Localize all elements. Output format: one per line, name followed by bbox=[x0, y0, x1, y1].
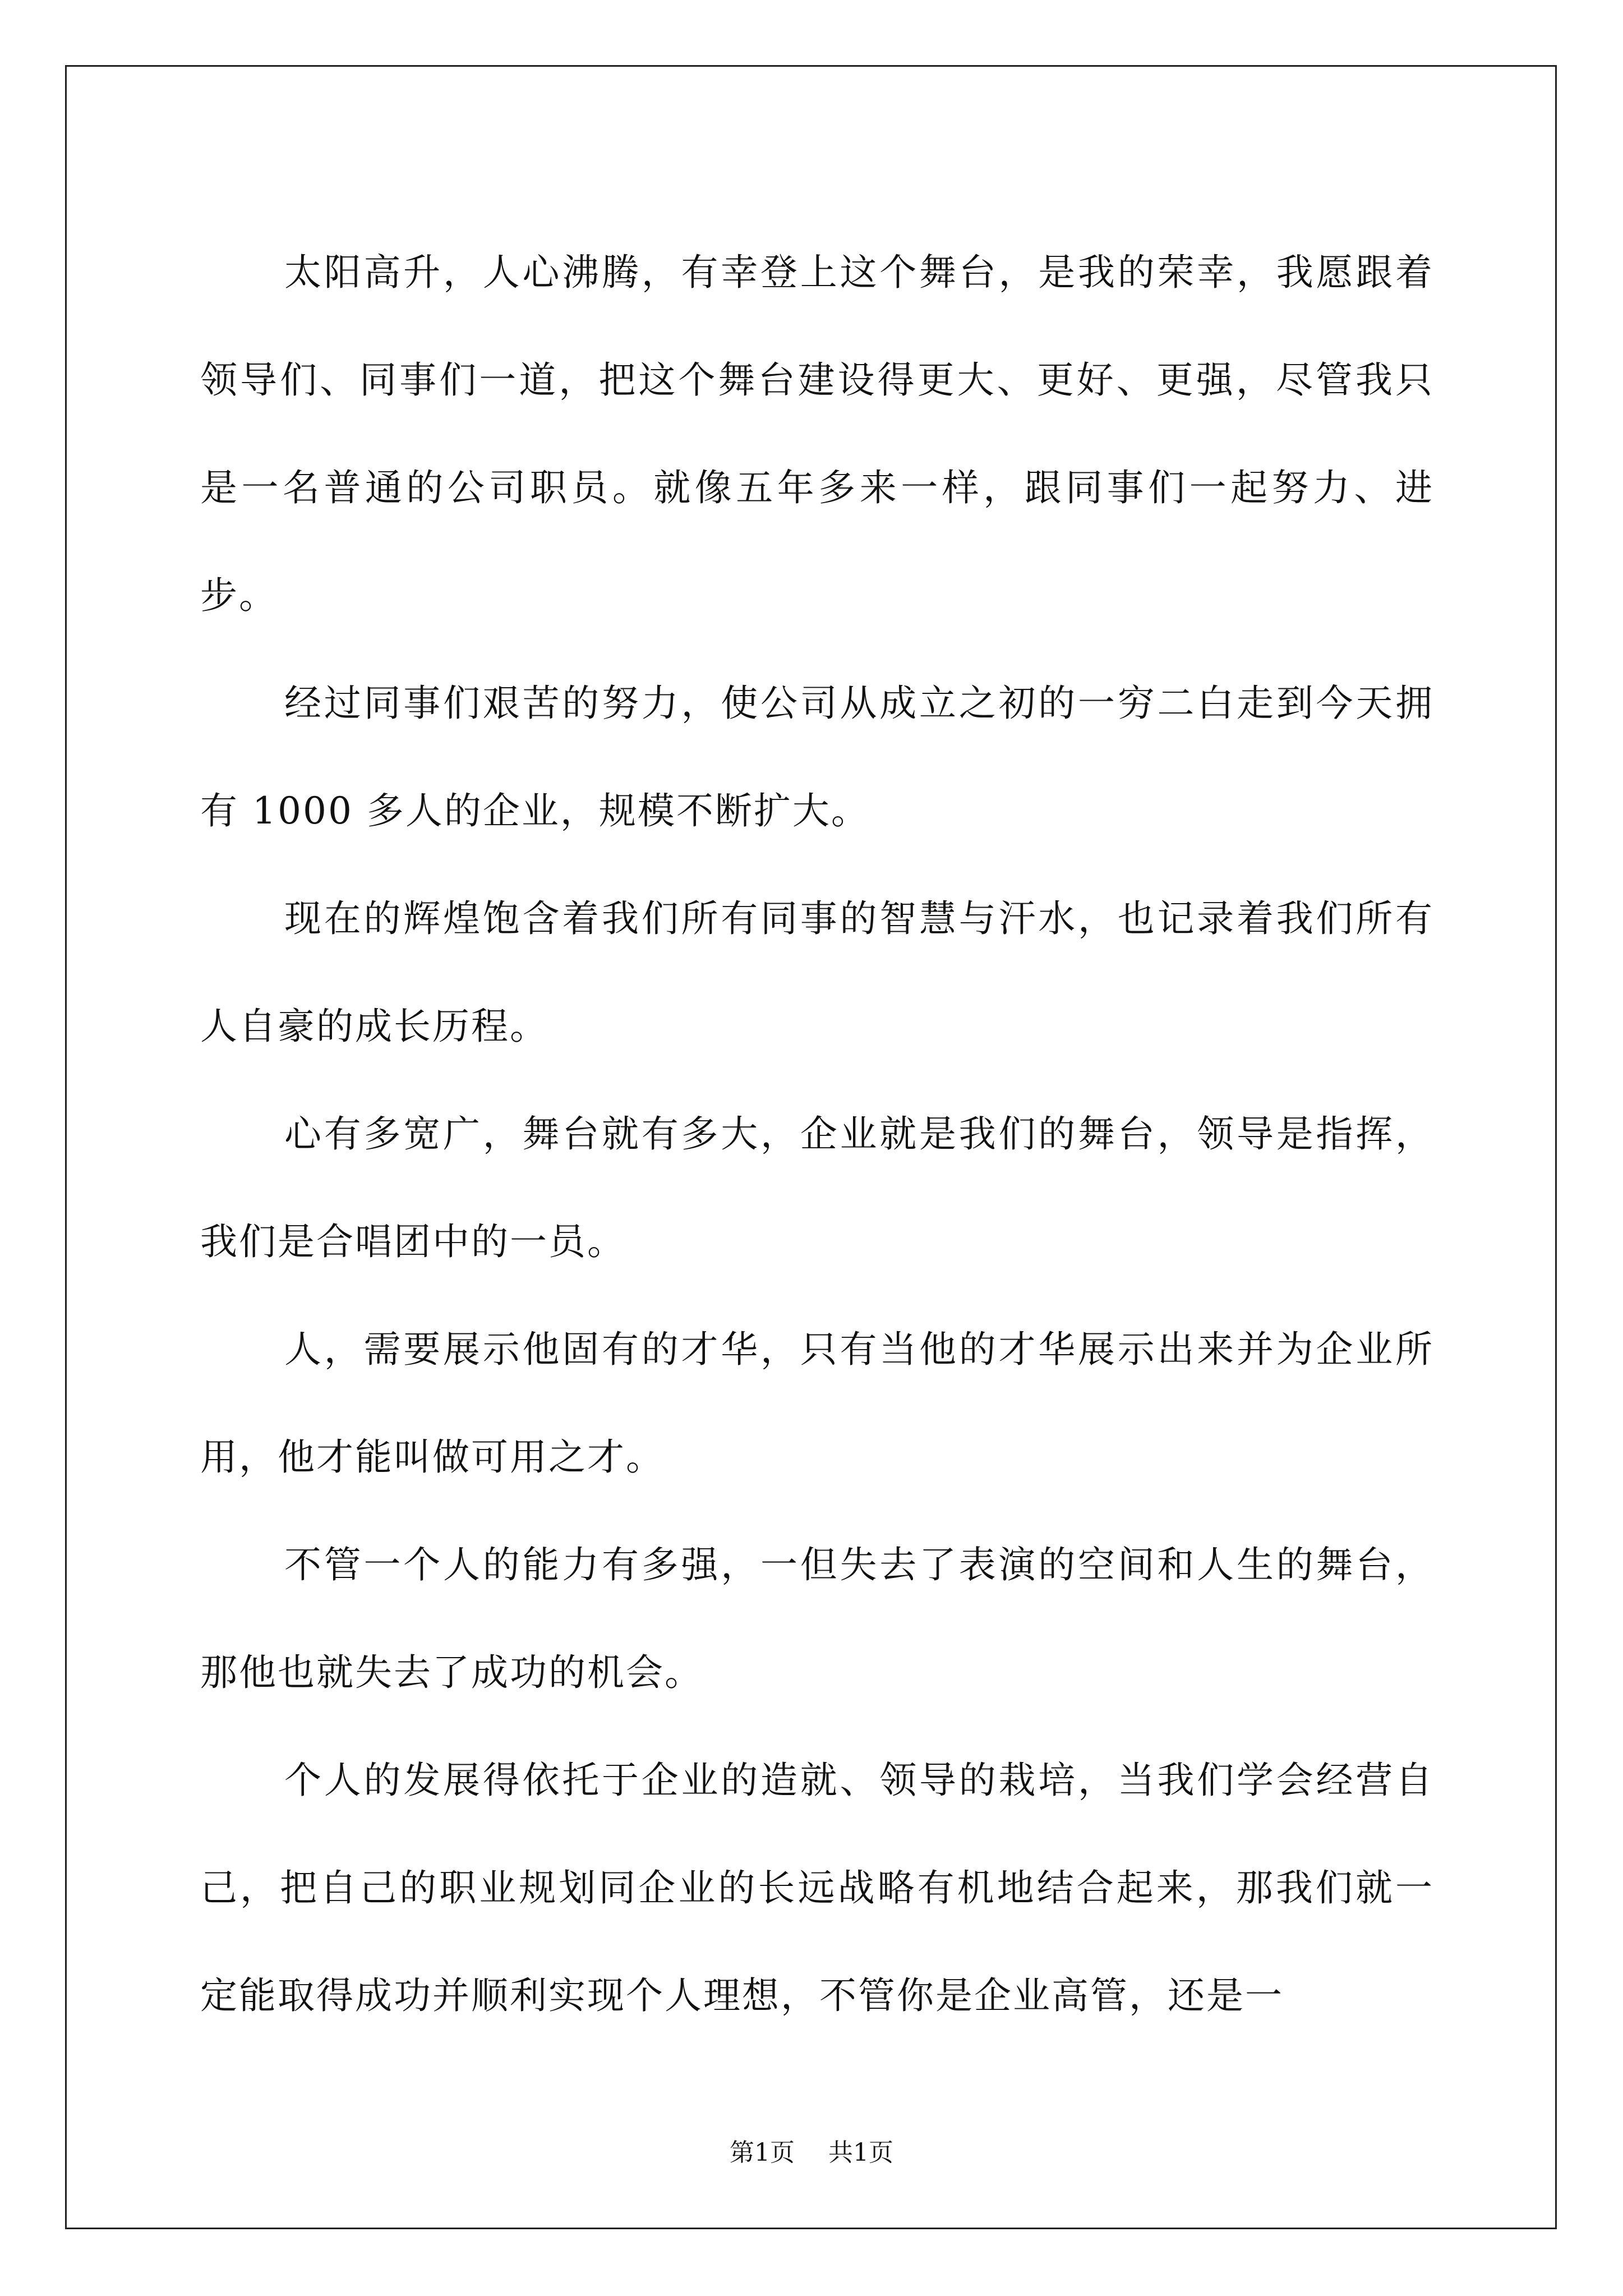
page-total: 共1页 bbox=[828, 2138, 893, 2167]
paragraph-6: 不管一个人的能力有多强，一但失去了表演的空间和人生的舞台，那他也就失去了成功的机会。 bbox=[200, 1543, 1434, 1694]
paragraph-2: 经过同事们艰苦的努力，使公司从成立之初的一穷二白走到今天拥有 1000 多人的企业，规模不断扩大。 bbox=[200, 682, 1434, 832]
paragraph-5: 人，需要展示他固有的才华，只有当他的才华展示出来并为企业所用，他才能叫做可用之才。 bbox=[200, 1328, 1434, 1479]
page-footer bbox=[0, 2136, 1623, 2170]
paragraph-1: 太阳高升，人心沸腾，有幸登上这个舞台，是我的荣幸，我愿跟着领导们、同事们一道，把这个舞台建设得更大、更好、更强，尽管我只是一名普通的公司职员。就像五年多来一样，跟同事们一起努力、进步。 bbox=[200, 251, 1434, 617]
paragraph-3: 现在的辉煌饱含着我们所有同事的智慧与汗水，也记录着我们所有人自豪的成长历程。 bbox=[200, 897, 1434, 1048]
paragraph-7: 个人的发展得依托于企业的造就、领导的栽培，当我们学会经营自己，把自己的职业规划同企业的长远战略有机地结合起来，那我们就一定能取得成功并顺利实现个人理想，不管你是企业高管，还是一 bbox=[200, 1759, 1434, 2017]
document-body bbox=[200, 219, 1434, 2050]
page-number: 第1页 bbox=[730, 2138, 795, 2167]
paragraph-4: 心有多宽广，舞台就有多大，企业就是我们的舞台，领导是指挥，我们是合唱团中的一员。 bbox=[200, 1112, 1434, 1263]
